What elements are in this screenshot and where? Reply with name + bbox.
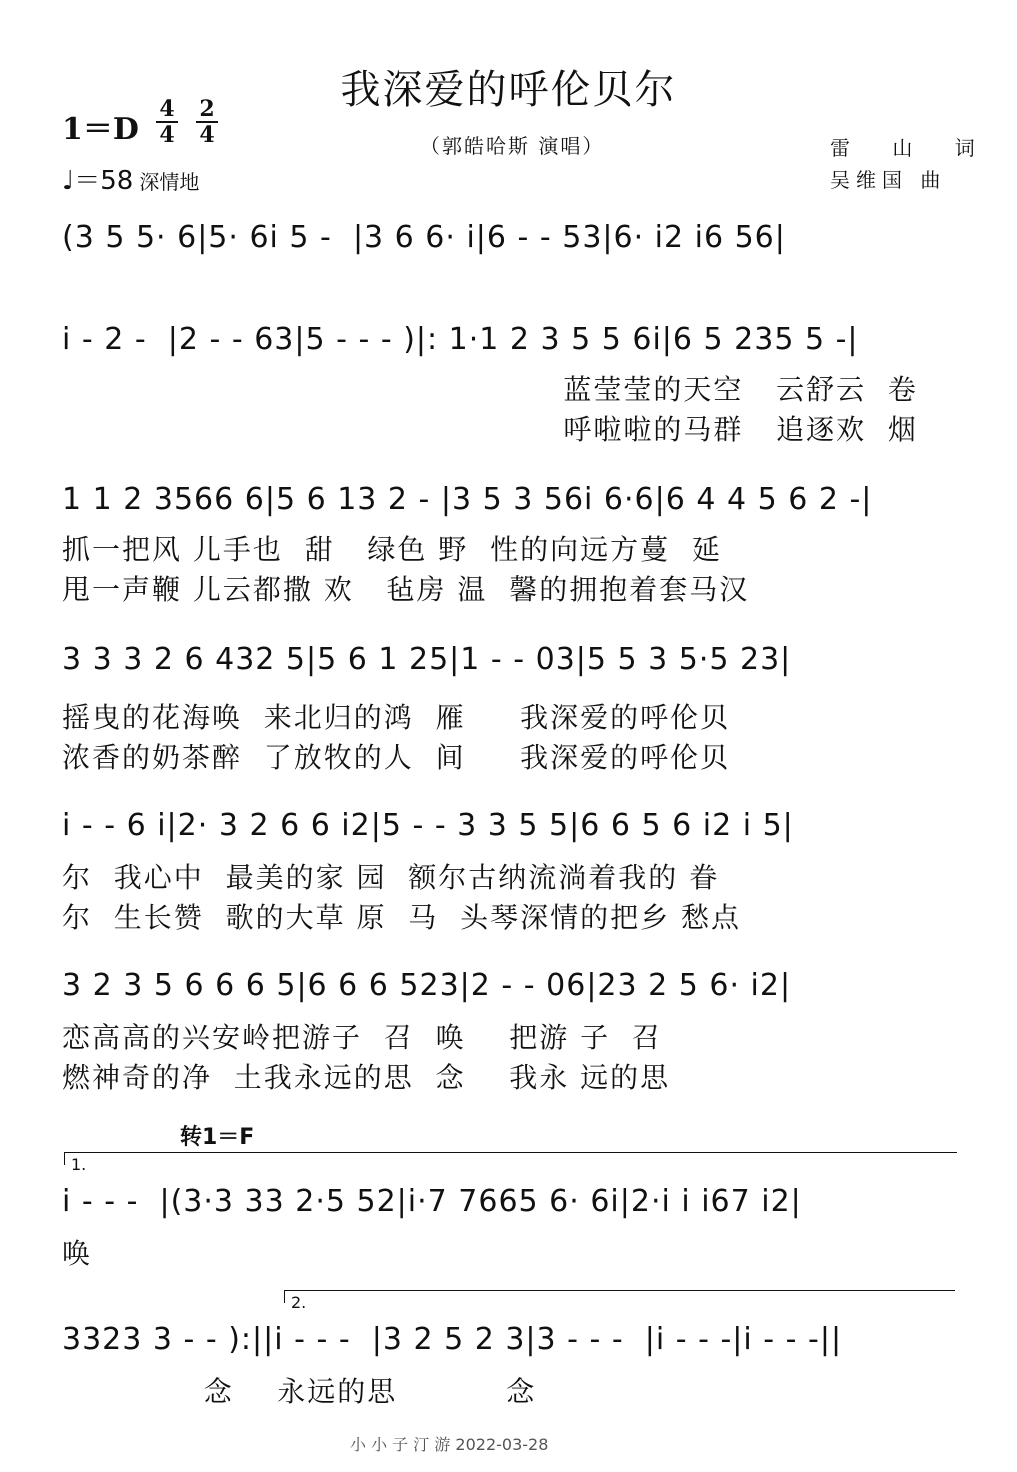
ts2-top: 2 — [199, 96, 215, 122]
ts1-bottom: 4 — [159, 122, 175, 148]
lyrics-verse-2: 呼啦啦的马群 追逐欢 烟 — [62, 413, 918, 446]
lyrics-verse-1: 蓝莹莹的天空 云舒云 卷 — [62, 373, 918, 406]
time-signature-2-4 — [196, 98, 218, 146]
lyrics-verse-1: 摇曳的花海唤 来北归的鸿 雁 我深爱的呼伦贝 — [62, 701, 731, 734]
notation-line: (3 5 5· 6|5· 6i 5 - |3 6 6· i|6 - - 53|6· i2 i6 56| — [62, 220, 786, 255]
lyrics-verse-1: 念 永远的思 念 — [62, 1375, 537, 1408]
lyrics-verse-1: 唤 — [62, 1237, 93, 1270]
page-title: 我深爱的呼伦贝尔 — [340, 67, 677, 113]
ts2-bottom: 4 — [199, 122, 215, 148]
notation-line: i - 2 - |2 - - 63|5 - - - )|: 1·1 2 3 5 5 6i|6 5 235 5 -| — [62, 322, 859, 357]
lyrics-verse-1: 抓一把风 儿手也 甜 绿色 野 性的向远方蔓 延 — [62, 533, 722, 566]
lyrics-verse-1: 尔 我心中 最美的家 园 额尔古纳流淌着我的 眷 — [62, 861, 720, 894]
ts1-top: 4 — [159, 96, 175, 122]
notation-line: i - - - |(3·3 33 2·5 52|i·7 7665 6· 6i|2·i i i67 i2| — [62, 1184, 802, 1219]
lyrics-verse-2: 浓香的奶茶醉 了放牧的人 间 我深爱的呼伦贝 — [62, 741, 731, 774]
notation-line: 3323 3 - - ):||i - - - |3 2 5 2 3|3 - - - |i - - -|i - - -|| — [62, 1322, 843, 1357]
notation-line: i - - 6 i|2· 3 2 6 6 i2|5 - - 3 3 5 5|6 6 5 6 i2 i 5| — [62, 808, 794, 843]
key-signature: 1＝D — [62, 112, 139, 147]
singer-credit: （郭皓哈斯 演唱） — [420, 134, 605, 158]
lyrics-verse-2: 燃神奇的净 土我永远的思 念 我永 远的思 — [62, 1061, 671, 1094]
notation-line: 3 2 3 5 6 6 6 5|6 6 6 523|2 - - 06|23 2 5 6· i2| — [62, 968, 792, 1003]
tempo-value: ＝58 — [74, 166, 134, 196]
lyrics-verse-2: 甩一声鞭 儿云都撒 欢 毡房 温 馨的拥抱着套马汉 — [62, 573, 750, 606]
notation-line: 1 1 2 3566 6|5 6 13 2 - |3 5 3 56i 6·6|6 4 4 5 6 2 -| — [62, 482, 873, 517]
volta-2-label: 2. — [291, 1293, 307, 1312]
notation-line: 3 3 3 2 6 432 5|5 6 1 25|1 - - 03|5 5 3 5·5 23| — [62, 642, 792, 677]
lyricist-credit: 雷 山 词 — [830, 136, 993, 160]
quarter-note-icon: ♩ — [62, 166, 75, 196]
volta-bracket-2 — [284, 1290, 955, 1312]
expression-mark: 深情地 — [139, 170, 200, 194]
footer-credit: 小 小 子 汀 游 2022-03-28 — [350, 1435, 549, 1454]
volta-bracket-1 — [64, 1152, 957, 1174]
tempo-marking — [62, 160, 199, 197]
modulation-mark: 转1＝F — [180, 1125, 255, 1150]
volta-1-label: 1. — [71, 1155, 87, 1174]
lyrics-verse-2: 尔 生长赞 歌的大草 原 马 头琴深情的把乡 愁点 — [62, 901, 742, 934]
composer-credit: 吴维国 曲 — [830, 168, 947, 192]
time-signature-4-4 — [156, 98, 178, 146]
lyrics-verse-1: 恋高高的兴安岭把游子 召 唤 把游 子 召 — [62, 1021, 662, 1054]
